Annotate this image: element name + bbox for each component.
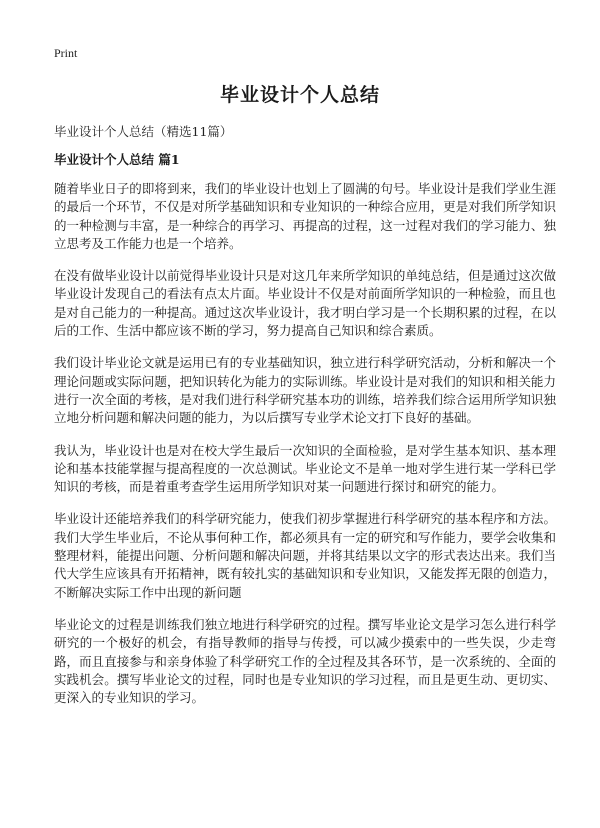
section-heading: 毕业设计个人总结 篇1: [54, 152, 180, 167]
paragraph-6: 毕业论文的过程是训练我们独立地进行科学研究的过程。撰写毕业论文是学习怎么进行科学研究的一个极好的机会，有指导教师的指导与传授，可以减少摸索中的一些失误，少走弯路，而且直接参与和亲身体验了科学研究工作的全过程及其各环节，是一次系统的、全面的实践机会。撰写毕业论文的过程，同时也是专业知识的学习过程，而且是更生动、更切实、更深入的专业知识的学习。: [54, 616, 556, 706]
page-title: 毕业设计个人总结: [219, 84, 380, 106]
paragraph-4: 我认为，毕业设计也是对在校大学生最后一次知识的全面检验，是对学生基本知识、基本理论和基本技能掌握与提高程度的一次总测试。毕业论文不是单一地对学生进行某一学科已学知识的考核，而是着重考查学生运用所学知识对某一问题进行探讨和研究的能力。: [54, 442, 556, 495]
paragraph-1: 随着毕业日子的即将到来，我们的毕业设计也划上了圆满的句号。毕业设计是我们学业生涯的最后一个环节，不仅是对所学基础知识和专业知识的一种综合应用，更是对我们所学知识的一种检测与丰富，是一种综合的再学习、再提高的过程，这一过程对我们的学习能力、独立思考及工作能力也是一个培养。: [54, 181, 556, 251]
print-link[interactable]: Print: [54, 46, 78, 60]
page-subtitle: 毕业设计个人总结（精选11篇）: [54, 124, 233, 139]
paragraph-2: 在没有做毕业设计以前觉得毕业设计只是对这几年来所学知识的单纯总结，但是通过这次做毕业设计发现自己的看法有点太片面。毕业设计不仅是对前面所学知识的一种检验，而且也是对自己能力的一种提高。通过这次毕业设计，我才明白学习是一个长期积累的过程，在以后的工作、生活中都应该不断的学习，努力提高自己知识和综合素质。: [54, 268, 556, 339]
article-body: [54, 180, 556, 721]
paragraph-3: 我们设计毕业论文就是运用已有的专业基础知识，独立进行科学研究活动，分析和解决一个理论问题或实际问题，把知识转化为能力的实际训练。毕业设计是对我们的知识和相关能力进行一次全面的考核，是对我们进行科学研究基本功的训练，培养我们综合运用所学知识独立地分析问题和解决问题的能力，为以后撰写专业学术论文打下良好的基础。: [54, 355, 556, 426]
paragraph-5: 毕业设计还能培养我们的科学研究能力，使我们初步掌握进行科学研究的基本程序和方法。我们大学生毕业后，不论从事何种工作，都必须具有一定的研究和写作能力，要学会收集和整理材料，能提出问题、分析问题和解决问题，并将其结果以文字的形式表达出来。我们当代大学生应该具有开拓精神，既有较扎实的基础知识和专业知识，又能发挥无限的创造力，不断解决实际工作中出现的新问题: [54, 511, 556, 600]
